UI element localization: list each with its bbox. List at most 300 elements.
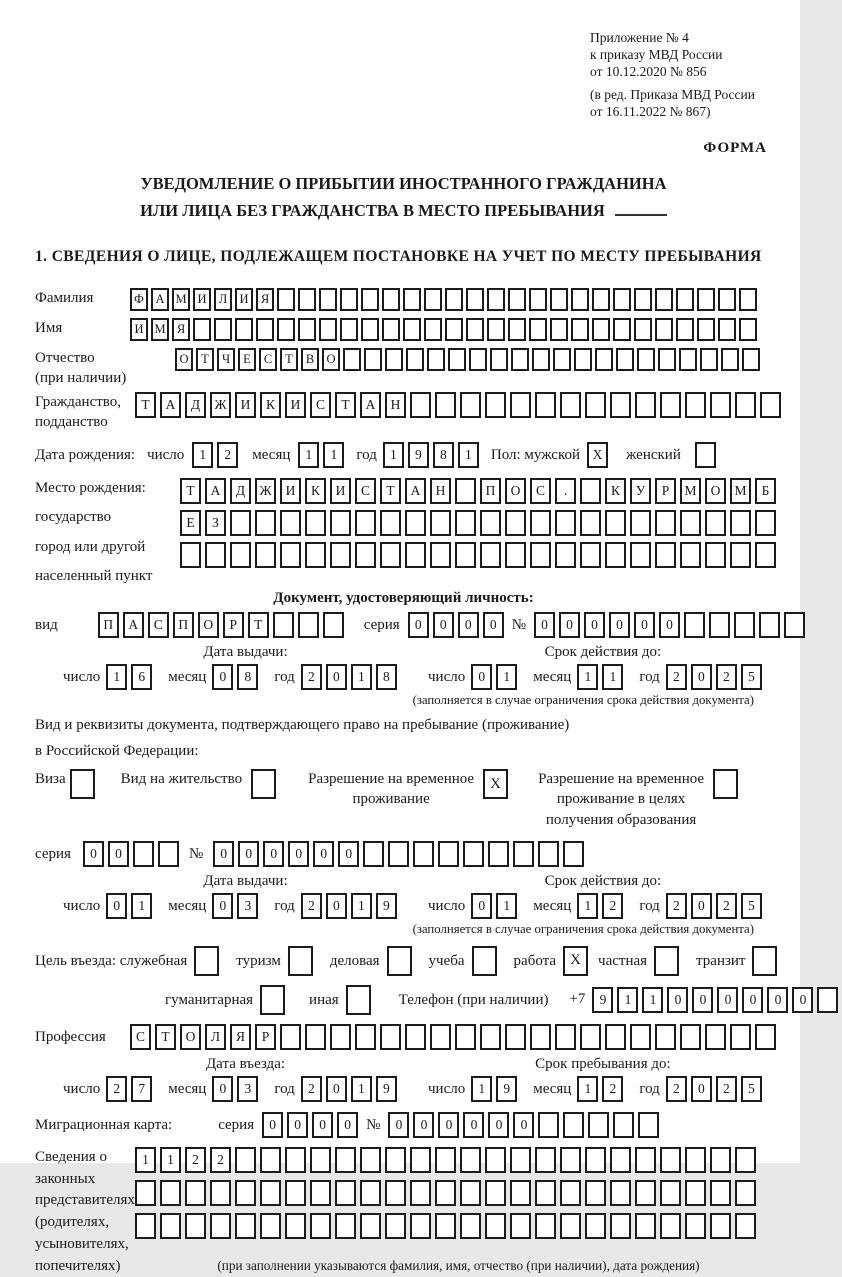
patronymic-cell[interactable] [427,348,445,371]
doc-issue-year-cell[interactable]: 2 [301,664,322,690]
surname-cell[interactable] [487,288,505,311]
entry-day-cell[interactable]: 2 [106,1076,127,1102]
res-number-cell[interactable] [538,841,559,867]
birth-day-cell[interactable]: 1 [192,442,213,468]
given-name-cell[interactable] [487,318,505,341]
profession-cell[interactable] [505,1024,526,1050]
birthplace-cell[interactable] [605,542,626,568]
profession-cell[interactable] [305,1024,326,1050]
profession-cell[interactable] [480,1024,501,1050]
patronymic-cell[interactable]: В [301,348,319,371]
patronymic-cell[interactable] [574,348,592,371]
entry-year-cell[interactable]: 1 [351,1076,372,1102]
birthplace-cell[interactable]: Т [380,478,401,504]
res-number-cell[interactable] [463,841,484,867]
doc-kind-cell[interactable]: Т [248,612,269,638]
citizenship-cell[interactable]: А [360,392,381,418]
res-issue-year-cell[interactable]: 2 [301,893,322,919]
birthplace-cell[interactable] [655,510,676,536]
doc-valid-month-cell[interactable]: 1 [602,664,623,690]
guardians-cell[interactable] [235,1213,256,1239]
birthplace-cell[interactable]: М [680,478,701,504]
guardians-cell[interactable] [535,1147,556,1173]
patronymic-cell[interactable]: Т [196,348,214,371]
res-valid-year-cell[interactable]: 2 [716,893,737,919]
profession-cell[interactable]: Т [155,1024,176,1050]
stay-month-cell[interactable]: 2 [602,1076,623,1102]
doc-issue-day-cell[interactable]: 6 [131,664,152,690]
doc-number-cell[interactable] [759,612,780,638]
birthplace-cell[interactable] [730,542,751,568]
guardians-cell[interactable] [335,1180,356,1206]
doc-kind-cell[interactable]: О [198,612,219,638]
doc-issue-day-cell[interactable]: 1 [106,664,127,690]
birth-year-cell[interactable]: 8 [433,442,454,468]
guardians-cell[interactable] [135,1180,156,1206]
given-name-cell[interactable] [655,318,673,341]
res-number-cell[interactable]: 0 [213,841,234,867]
res-number-cell[interactable]: 0 [288,841,309,867]
birth-month-cell[interactable]: 1 [323,442,344,468]
birthplace-cell[interactable] [555,510,576,536]
guardians-cell[interactable] [585,1147,606,1173]
birthplace-cell[interactable] [255,542,276,568]
birthplace-cell[interactable] [455,510,476,536]
res-issue-year-cell[interactable]: 1 [351,893,372,919]
given-name-cell[interactable] [256,318,274,341]
birthplace-cell[interactable] [705,542,726,568]
mig-number-cell[interactable]: 0 [513,1112,534,1138]
birthplace-cell[interactable] [680,542,701,568]
guardians-cell[interactable] [335,1213,356,1239]
guardians-cell[interactable] [735,1180,756,1206]
patronymic-cell[interactable] [364,348,382,371]
birthplace-cell[interactable]: П [480,478,501,504]
birthplace-cell[interactable]: М [730,478,751,504]
patronymic-cell[interactable] [721,348,739,371]
res-number-cell[interactable] [513,841,534,867]
phone-cell[interactable]: 9 [592,987,613,1013]
mig-number-cell[interactable] [638,1112,659,1138]
surname-cell[interactable]: А [151,288,169,311]
birthplace-cell[interactable] [630,510,651,536]
phone-cell[interactable]: 1 [642,987,663,1013]
given-name-cell[interactable] [403,318,421,341]
stay-year-cell[interactable]: 2 [666,1076,687,1102]
res-valid-day-cell[interactable]: 0 [471,893,492,919]
given-name-cell[interactable] [571,318,589,341]
citizenship-cell[interactable] [485,392,506,418]
birthplace-cell[interactable] [630,542,651,568]
citizenship-cell[interactable] [410,392,431,418]
mig-number-cell[interactable]: 0 [388,1112,409,1138]
purpose-transit-checkbox[interactable] [752,946,777,976]
birthplace-cell[interactable] [555,542,576,568]
citizenship-cell[interactable] [760,392,781,418]
phone-cell[interactable]: 0 [767,987,788,1013]
guardians-cell[interactable] [310,1180,331,1206]
res-series-cell[interactable] [133,841,154,867]
guardians-cell[interactable] [385,1147,406,1173]
surname-cell[interactable] [319,288,337,311]
doc-number-cell[interactable]: 0 [534,612,555,638]
guardians-cell[interactable] [560,1213,581,1239]
profession-cell[interactable]: Р [255,1024,276,1050]
citizenship-cell[interactable] [460,392,481,418]
patronymic-cell[interactable] [406,348,424,371]
birthplace-cell[interactable] [730,510,751,536]
profession-cell[interactable] [680,1024,701,1050]
doc-issue-year-cell[interactable]: 0 [326,664,347,690]
guardians-cell[interactable] [210,1180,231,1206]
surname-cell[interactable] [571,288,589,311]
doc-issue-month-cell[interactable]: 0 [212,664,233,690]
profession-cell[interactable] [555,1024,576,1050]
mig-number-cell[interactable] [538,1112,559,1138]
doc-number-cell[interactable]: 0 [609,612,630,638]
doc-valid-year-cell[interactable]: 2 [716,664,737,690]
birthplace-cell[interactable]: . [555,478,576,504]
surname-cell[interactable] [298,288,316,311]
doc-number-cell[interactable] [684,612,705,638]
citizenship-cell[interactable]: Н [385,392,406,418]
stay-year-cell[interactable]: 2 [716,1076,737,1102]
birth-year-cell[interactable]: 9 [408,442,429,468]
guardians-cell[interactable] [135,1213,156,1239]
guardians-cell[interactable] [635,1147,656,1173]
citizenship-cell[interactable]: И [285,392,306,418]
birthplace-cell[interactable] [480,510,501,536]
doc-kind-cell[interactable] [273,612,294,638]
given-name-cell[interactable] [214,318,232,341]
birthplace-cell[interactable] [305,542,326,568]
stay-day-cell[interactable]: 1 [471,1076,492,1102]
res-number-cell[interactable]: 0 [313,841,334,867]
guardians-cell[interactable] [285,1213,306,1239]
surname-cell[interactable] [592,288,610,311]
birthplace-cell[interactable] [705,510,726,536]
res-valid-month-cell[interactable]: 1 [577,893,598,919]
given-name-cell[interactable] [277,318,295,341]
given-name-cell[interactable] [592,318,610,341]
surname-cell[interactable]: Л [214,288,232,311]
guardians-cell[interactable] [410,1147,431,1173]
res-valid-year-cell[interactable]: 5 [741,893,762,919]
guardians-cell[interactable]: 1 [135,1147,156,1173]
birthplace-cell[interactable] [580,542,601,568]
surname-cell[interactable] [529,288,547,311]
doc-series-cell[interactable]: 0 [408,612,429,638]
birthplace-cell[interactable] [655,542,676,568]
patronymic-cell[interactable] [385,348,403,371]
citizenship-cell[interactable]: С [310,392,331,418]
doc-valid-year-cell[interactable]: 5 [741,664,762,690]
birthplace-cell[interactable] [580,510,601,536]
guardians-cell[interactable] [235,1180,256,1206]
citizenship-cell[interactable]: Т [335,392,356,418]
birthplace-cell[interactable]: З [205,510,226,536]
birthplace-cell[interactable]: Т [180,478,201,504]
birthplace-cell[interactable] [530,542,551,568]
citizenship-cell[interactable] [660,392,681,418]
purpose-tourism-checkbox[interactable] [288,946,313,976]
birthplace-cell[interactable] [430,542,451,568]
patronymic-cell[interactable]: О [175,348,193,371]
given-name-cell[interactable] [697,318,715,341]
guardians-cell[interactable] [460,1213,481,1239]
phone-cell[interactable]: 0 [692,987,713,1013]
guardians-cell[interactable] [435,1180,456,1206]
doc-series-cell[interactable]: 0 [483,612,504,638]
citizenship-cell[interactable] [435,392,456,418]
given-name-cell[interactable]: И [130,318,148,341]
res-issue-day-cell[interactable]: 1 [131,893,152,919]
sex-male-checkbox[interactable]: X [587,442,608,468]
profession-cell[interactable] [655,1024,676,1050]
citizenship-cell[interactable] [535,392,556,418]
surname-cell[interactable] [277,288,295,311]
birthplace-cell[interactable] [755,510,776,536]
guardians-cell[interactable] [685,1180,706,1206]
birthplace-cell[interactable] [255,510,276,536]
birthplace-cell[interactable] [380,510,401,536]
guardians-cell[interactable] [410,1180,431,1206]
res-issue-year-cell[interactable]: 0 [326,893,347,919]
patronymic-cell[interactable]: С [259,348,277,371]
guardians-cell[interactable] [185,1180,206,1206]
given-name-cell[interactable] [550,318,568,341]
given-name-cell[interactable] [319,318,337,341]
profession-cell[interactable] [630,1024,651,1050]
birthplace-cell[interactable]: У [630,478,651,504]
guardians-cell[interactable] [585,1213,606,1239]
doc-series-cell[interactable]: 0 [458,612,479,638]
birthplace-cell[interactable]: А [205,478,226,504]
patronymic-cell[interactable] [679,348,697,371]
profession-cell[interactable] [455,1024,476,1050]
birthplace-cell[interactable] [355,510,376,536]
sex-female-checkbox[interactable] [695,442,716,468]
res-issue-month-cell[interactable]: 3 [237,893,258,919]
birthplace-cell[interactable] [455,478,476,504]
birthplace-cell[interactable]: Д [230,478,251,504]
guardians-cell[interactable] [260,1213,281,1239]
doc-number-cell[interactable] [784,612,805,638]
birthplace-cell[interactable] [380,542,401,568]
guardians-cell[interactable] [735,1213,756,1239]
patronymic-cell[interactable]: Ч [217,348,235,371]
citizenship-cell[interactable] [510,392,531,418]
res-series-cell[interactable] [158,841,179,867]
birthplace-cell[interactable] [205,542,226,568]
birthplace-cell[interactable] [680,510,701,536]
given-name-cell[interactable]: М [151,318,169,341]
guardians-cell[interactable] [210,1213,231,1239]
guardians-cell[interactable] [635,1180,656,1206]
res-number-cell[interactable]: 0 [263,841,284,867]
guardians-cell[interactable] [635,1213,656,1239]
stay-day-cell[interactable]: 9 [496,1076,517,1102]
doc-number-cell[interactable]: 0 [634,612,655,638]
guardians-cell[interactable] [660,1213,681,1239]
birthplace-cell[interactable]: К [605,478,626,504]
guardians-cell[interactable] [235,1147,256,1173]
patronymic-cell[interactable]: Е [238,348,256,371]
res-number-cell[interactable] [388,841,409,867]
guardians-cell[interactable] [510,1147,531,1173]
citizenship-cell[interactable] [560,392,581,418]
birthplace-cell[interactable]: И [280,478,301,504]
patronymic-cell[interactable] [511,348,529,371]
guardians-cell[interactable] [485,1213,506,1239]
patronymic-cell[interactable] [553,348,571,371]
guardians-cell[interactable] [360,1180,381,1206]
patronymic-cell[interactable] [448,348,466,371]
mig-series-cell[interactable]: 0 [337,1112,358,1138]
birthplace-cell[interactable]: И [330,478,351,504]
res-issue-day-cell[interactable]: 0 [106,893,127,919]
birthplace-cell[interactable]: К [305,478,326,504]
stay-year-cell[interactable]: 0 [691,1076,712,1102]
given-name-cell[interactable] [676,318,694,341]
res-number-cell[interactable] [363,841,384,867]
birthplace-cell[interactable] [480,542,501,568]
guardians-cell[interactable] [435,1213,456,1239]
purpose-other-checkbox[interactable] [346,985,371,1015]
birthplace-cell[interactable] [530,510,551,536]
entry-day-cell[interactable]: 7 [131,1076,152,1102]
surname-cell[interactable] [424,288,442,311]
birth-month-cell[interactable]: 1 [298,442,319,468]
doc-kind-cell[interactable]: С [148,612,169,638]
res-number-cell[interactable] [413,841,434,867]
citizenship-cell[interactable]: И [235,392,256,418]
birthplace-cell[interactable]: Ж [255,478,276,504]
doc-number-cell[interactable]: 0 [584,612,605,638]
profession-cell[interactable] [430,1024,451,1050]
profession-cell[interactable] [755,1024,776,1050]
phone-cell[interactable]: 0 [742,987,763,1013]
birthplace-cell[interactable]: Е [180,510,201,536]
citizenship-cell[interactable]: А [160,392,181,418]
doc-valid-day-cell[interactable]: 1 [496,664,517,690]
profession-cell[interactable] [280,1024,301,1050]
surname-cell[interactable]: И [193,288,211,311]
entry-year-cell[interactable]: 0 [326,1076,347,1102]
doc-number-cell[interactable] [709,612,730,638]
purpose-official-checkbox[interactable] [194,946,219,976]
phone-cell[interactable]: 0 [717,987,738,1013]
birthplace-cell[interactable] [280,542,301,568]
doc-series-cell[interactable]: 0 [433,612,454,638]
citizenship-cell[interactable]: Т [135,392,156,418]
citizenship-cell[interactable] [585,392,606,418]
entry-year-cell[interactable]: 9 [376,1076,397,1102]
guardians-cell[interactable] [460,1180,481,1206]
res-number-cell[interactable]: 0 [338,841,359,867]
purpose-private-checkbox[interactable] [654,946,679,976]
guardians-cell[interactable] [285,1147,306,1173]
guardians-cell[interactable] [435,1147,456,1173]
doc-number-cell[interactable]: 0 [659,612,680,638]
mig-number-cell[interactable] [613,1112,634,1138]
profession-cell[interactable]: О [180,1024,201,1050]
guardians-cell[interactable] [660,1147,681,1173]
birthplace-cell[interactable] [355,542,376,568]
mig-number-cell[interactable]: 0 [438,1112,459,1138]
guardians-cell[interactable] [660,1180,681,1206]
surname-cell[interactable] [403,288,421,311]
patronymic-cell[interactable] [700,348,718,371]
entry-month-cell[interactable]: 3 [237,1076,258,1102]
doc-kind-cell[interactable]: Р [223,612,244,638]
res-valid-year-cell[interactable]: 2 [666,893,687,919]
guardians-cell[interactable] [260,1147,281,1173]
surname-cell[interactable] [340,288,358,311]
surname-cell[interactable] [676,288,694,311]
birthplace-cell[interactable] [605,510,626,536]
profession-cell[interactable]: Я [230,1024,251,1050]
given-name-cell[interactable] [445,318,463,341]
purpose-business-checkbox[interactable] [387,946,412,976]
res-number-cell[interactable] [438,841,459,867]
birthplace-cell[interactable] [230,510,251,536]
mig-number-cell[interactable]: 0 [463,1112,484,1138]
guardians-cell[interactable] [160,1213,181,1239]
purpose-humanitarian-checkbox[interactable] [260,985,285,1015]
guardians-cell[interactable] [535,1180,556,1206]
given-name-cell[interactable] [424,318,442,341]
res-series-cell[interactable]: 0 [108,841,129,867]
guardians-cell[interactable] [260,1180,281,1206]
given-name-cell[interactable] [634,318,652,341]
surname-cell[interactable] [550,288,568,311]
patronymic-cell[interactable] [490,348,508,371]
citizenship-cell[interactable] [735,392,756,418]
doc-valid-year-cell[interactable]: 2 [666,664,687,690]
birthplace-cell[interactable] [405,542,426,568]
birthplace-cell[interactable]: Б [755,478,776,504]
given-name-cell[interactable] [361,318,379,341]
phone-cell[interactable]: 0 [667,987,688,1013]
surname-cell[interactable]: Я [256,288,274,311]
birthplace-cell[interactable] [280,510,301,536]
citizenship-cell[interactable]: Д [185,392,206,418]
birth-year-cell[interactable]: 1 [458,442,479,468]
res-issue-month-cell[interactable]: 0 [212,893,233,919]
surname-cell[interactable] [613,288,631,311]
surname-cell[interactable] [466,288,484,311]
citizenship-cell[interactable] [710,392,731,418]
mig-series-cell[interactable]: 0 [287,1112,308,1138]
purpose-work-checkbox[interactable]: X [563,946,588,976]
entry-month-cell[interactable]: 0 [212,1076,233,1102]
guardians-cell[interactable] [460,1147,481,1173]
res-valid-day-cell[interactable]: 1 [496,893,517,919]
purpose-study-checkbox[interactable] [472,946,497,976]
doc-kind-cell[interactable]: П [98,612,119,638]
patronymic-cell[interactable]: О [322,348,340,371]
res-issue-year-cell[interactable]: 9 [376,893,397,919]
residence-permit-checkbox[interactable] [251,769,276,799]
res-number-cell[interactable] [488,841,509,867]
birthplace-cell[interactable]: Р [655,478,676,504]
birthplace-cell[interactable]: С [530,478,551,504]
guardians-cell[interactable] [485,1147,506,1173]
guardians-cell[interactable] [360,1147,381,1173]
temp-residence-edu-checkbox[interactable] [713,769,738,799]
citizenship-cell[interactable] [635,392,656,418]
